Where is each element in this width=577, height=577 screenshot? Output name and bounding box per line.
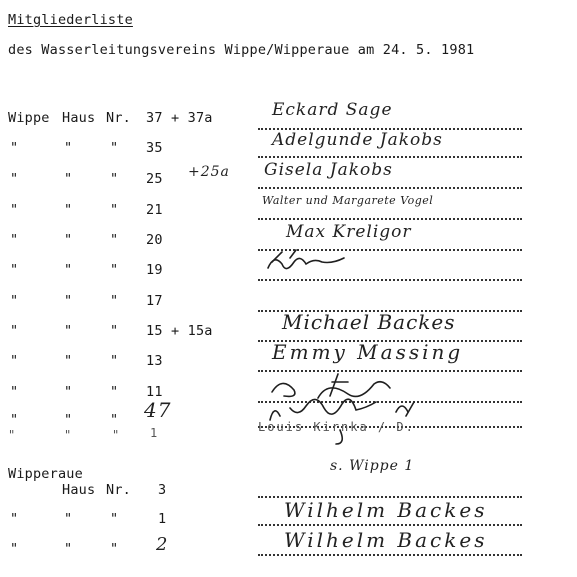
ditto-mark: ": [110, 384, 119, 400]
member-name: Wilhelm Backes: [284, 528, 488, 552]
document-title: Mitgliederliste: [8, 12, 133, 28]
ditto-mark: ": [64, 323, 73, 339]
wipperaue-haus-label: Haus: [62, 482, 96, 498]
ditto-mark: ": [10, 202, 19, 218]
ditto-mark: ": [10, 384, 19, 400]
ditto-mark: ": [64, 353, 73, 369]
ditto-mark: ": [10, 412, 19, 428]
ditto-mark: ": [10, 541, 19, 557]
ditto-mark: ": [10, 323, 19, 339]
member-name: Max Kreligor: [286, 222, 412, 242]
member-name: Wilhelm Backes: [284, 498, 488, 522]
ditto-mark: ": [10, 353, 19, 369]
ditto-mark: ": [64, 293, 73, 309]
member-name: Michael Backes: [282, 310, 456, 334]
ditto-mark: ": [64, 232, 73, 248]
ditto-mark: ": [10, 511, 19, 527]
member-name: Adelgunde Jakobs: [272, 130, 443, 150]
ditto-mark-pencil: ": [8, 428, 18, 442]
house-number: 17: [146, 293, 163, 309]
document-subtitle: des Wasserleitungsvereins Wippe/Wipperaue am 24. 5. 1981: [8, 42, 475, 58]
ditto-mark: ": [110, 262, 119, 278]
house-number: 1: [158, 511, 167, 527]
house-number: 19: [146, 262, 163, 278]
ditto-mark: ": [110, 541, 119, 557]
ditto-mark: ": [64, 202, 73, 218]
ditto-mark: ": [110, 511, 119, 527]
member-name: Gisela Jakobs: [264, 160, 393, 180]
signature-scribble-19: [268, 258, 344, 269]
wippe-place-label: Wippe: [8, 110, 50, 126]
wipperaue-place-label: Wipperaue: [8, 466, 83, 482]
house-number: 20: [146, 232, 163, 248]
ditto-mark: ": [110, 323, 119, 339]
wipperaue-nr-label: Nr.: [106, 482, 131, 498]
signature-scribble-47: [270, 399, 408, 420]
ditto-mark-pencil: ": [64, 428, 74, 442]
ditto-mark: ": [64, 171, 73, 187]
member-name-pencil: Louis Kirnka / D.: [258, 420, 415, 434]
wippe-nr-label: Nr.: [106, 110, 131, 126]
house-number: 35: [146, 140, 163, 156]
ditto-mark: ": [110, 140, 119, 156]
ditto-mark: ": [110, 353, 119, 369]
ditto-mark: ": [64, 384, 73, 400]
ditto-mark: ": [64, 412, 73, 428]
house-number: 11: [146, 384, 163, 400]
ditto-mark: ": [10, 140, 19, 156]
house-number: 25: [146, 171, 163, 187]
wippe-haus-label: Haus: [62, 110, 96, 126]
ditto-mark: ": [64, 541, 73, 557]
handwritten-annotation: +25a: [188, 164, 230, 180]
ditto-mark: ": [64, 140, 73, 156]
ditto-mark: ": [10, 171, 19, 187]
house-number: 13: [146, 353, 163, 369]
ditto-mark: ": [110, 412, 119, 428]
house-number-handwritten: 2: [156, 534, 169, 555]
member-name: Eckard Sage: [272, 100, 393, 120]
house-number: 21: [146, 202, 163, 218]
ditto-mark: ": [110, 232, 119, 248]
signature-scribble-47: [336, 402, 414, 444]
ditto-mark: ": [64, 262, 73, 278]
ditto-mark: ": [10, 232, 19, 248]
ditto-mark: ": [10, 262, 19, 278]
house-number: 3: [158, 482, 167, 498]
ditto-mark: ": [110, 171, 119, 187]
house-number: 15 + 15a: [146, 323, 213, 339]
member-name: Walter und Margarete Vogel: [262, 194, 434, 207]
ditto-mark-pencil: ": [112, 428, 122, 442]
house-number: 37 + 37a: [146, 110, 213, 126]
ditto-mark: ": [64, 511, 73, 527]
ditto-mark: ": [10, 293, 19, 309]
ditto-mark: ": [110, 202, 119, 218]
house-number-pencil: 1: [150, 426, 160, 440]
member-name: Emmy Massing: [272, 340, 464, 364]
member-name: s. Wippe 1: [330, 458, 415, 474]
ditto-mark: ": [110, 293, 119, 309]
house-number-handwritten: 47: [144, 398, 172, 422]
